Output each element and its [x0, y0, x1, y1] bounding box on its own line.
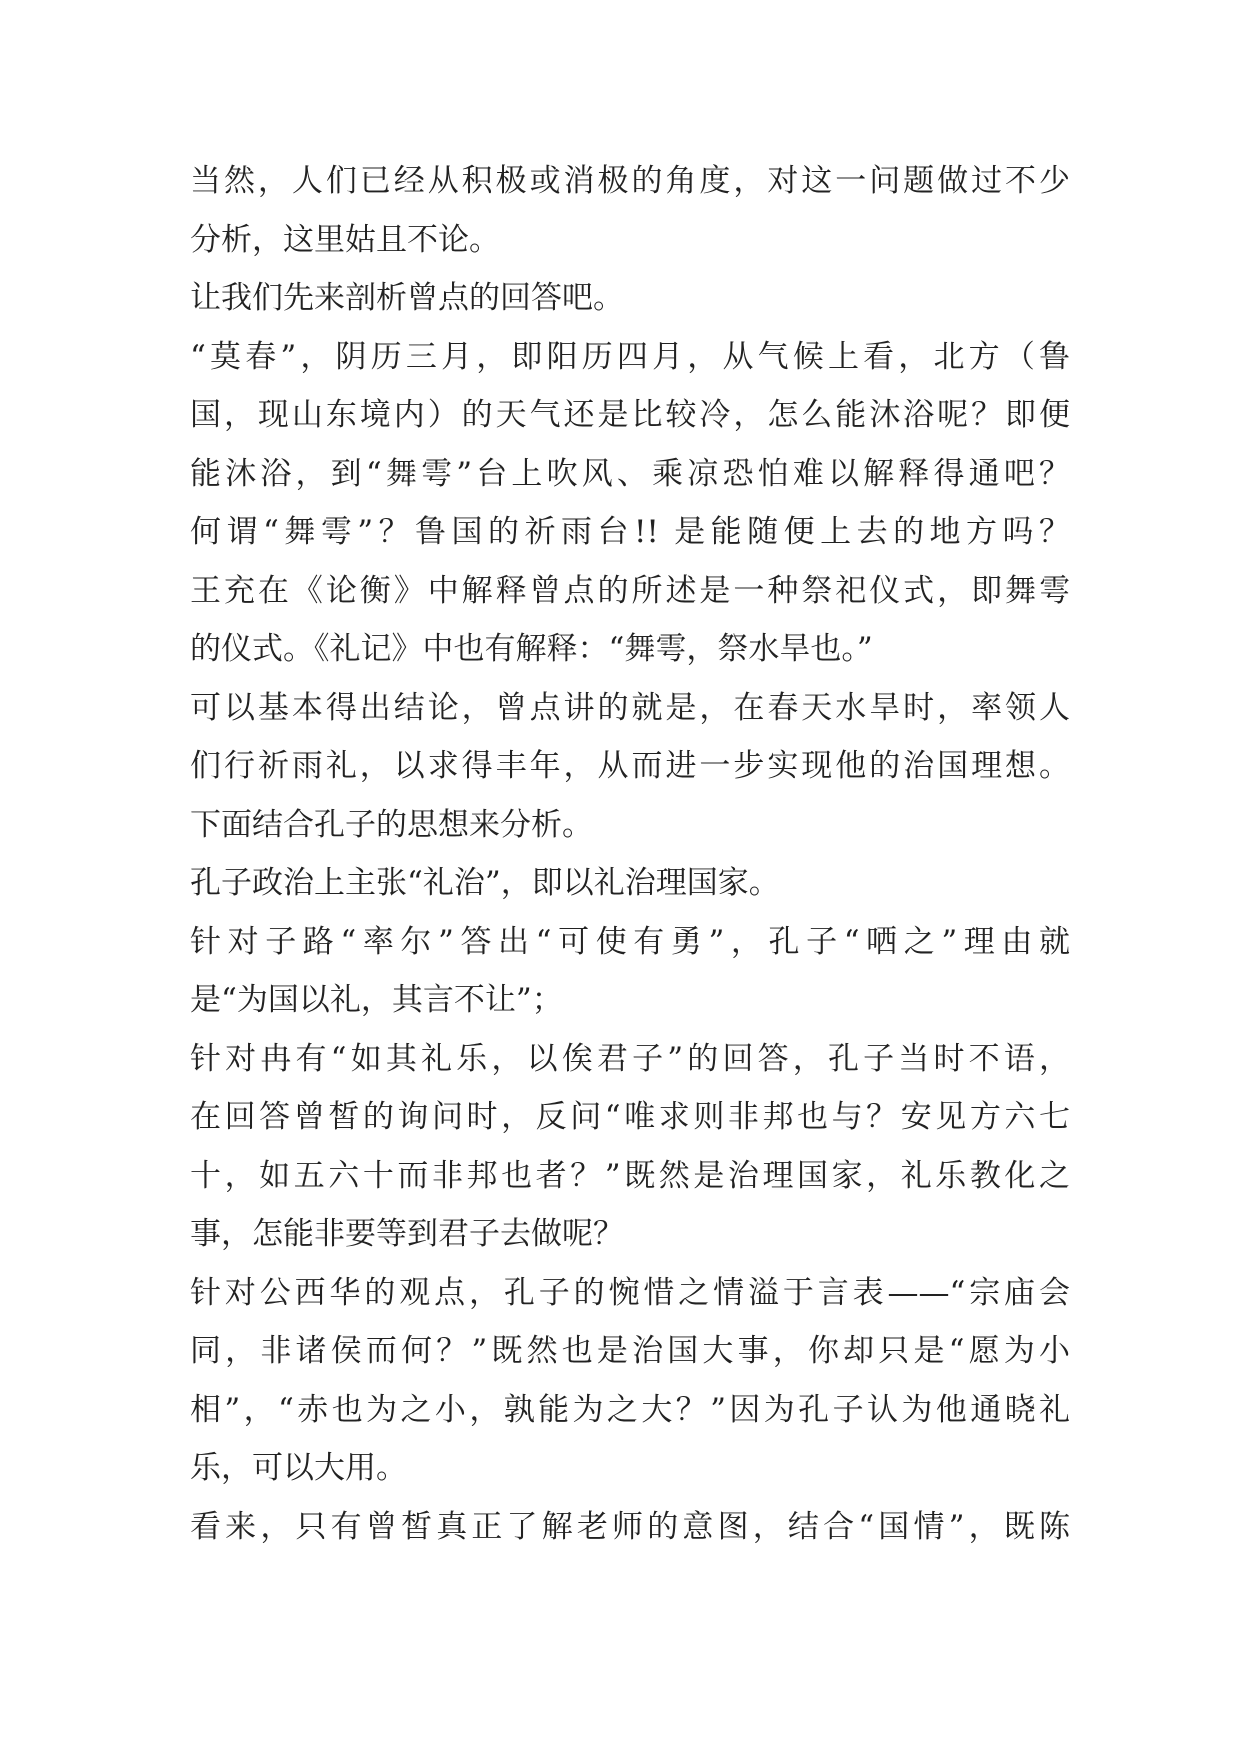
- text-line: 王充在《论衡》中解释曾点的所述是一种祭祀仪式，即舞雩: [190, 572, 1070, 609]
- text-line: 当然，人们已经从积极或消极的角度，对这一问题做过不少: [190, 163, 1070, 199]
- text-line: 针对公西华的观点，孔子的惋惜之情溢于言表——“宗庙会: [190, 1274, 1070, 1311]
- text-line: 们行祈雨礼，以求得丰年，从而进一步实现他的治国理想。: [190, 748, 1070, 784]
- text-line: 看来，只有曾皙真正了解老师的意图，结合“国情”，既陈: [190, 1508, 1070, 1545]
- text-line: 事，怎能非要等到君子去做呢？: [190, 1216, 624, 1252]
- text-line: 是“为国以礼，其言不让”；: [190, 982, 563, 1018]
- text-line: “莫春”，阴历三月，即阳历四月，从气候上看，北方（鲁: [190, 338, 1070, 375]
- text-line: 让我们先来剖析曾点的回答吧。: [190, 280, 624, 316]
- document-body: [190, 152, 1070, 1556]
- text-line: 针对冉有“如其礼乐，以俟君子”的回答，孔子当时不语，: [190, 1040, 1070, 1077]
- text-line: 可以基本得出结论，曾点讲的就是，在春天水旱时，率领人: [190, 689, 1070, 726]
- text-line: 相”，“赤也为之小，孰能为之大？”因为孔子认为他通晓礼: [190, 1391, 1070, 1428]
- text-line: 下面结合孔子的思想来分析。: [190, 806, 593, 843]
- text-line: 能沐浴，到“舞雩”台上吹风、乘凉恐怕难以解释得通吧？: [190, 455, 1070, 492]
- text-line: 十，如五六十而非邦也者？”既然是治理国家，礼乐教化之: [190, 1157, 1070, 1194]
- text-line: 的仪式。《礼记》中也有解释：“舞雩，祭水旱也。”: [190, 631, 873, 667]
- text-line: 同，非诸侯而何？”既然也是治国大事，你却只是“愿为小: [190, 1333, 1070, 1369]
- text-line: 孔子政治上主张“礼治”，即以礼治理国家。: [190, 865, 780, 901]
- text-line: 何谓“舞雩”？鲁国的祈雨台!! 是能随便上去的地方吗？: [190, 514, 1070, 550]
- text-line: 国，现山东境内）的天气还是比较冷，怎么能沐浴呢？即便: [190, 397, 1070, 433]
- text-line: 在回答曾皙的询问时，反问“唯求则非邦也与？安见方六七: [190, 1099, 1070, 1135]
- text-line: 针对子路“率尔”答出“可使有勇”，孔子“哂之”理由就: [190, 923, 1070, 960]
- text-line: 分析，这里姑且不论。: [190, 221, 500, 258]
- text-line: 乐，可以大用。: [190, 1450, 407, 1486]
